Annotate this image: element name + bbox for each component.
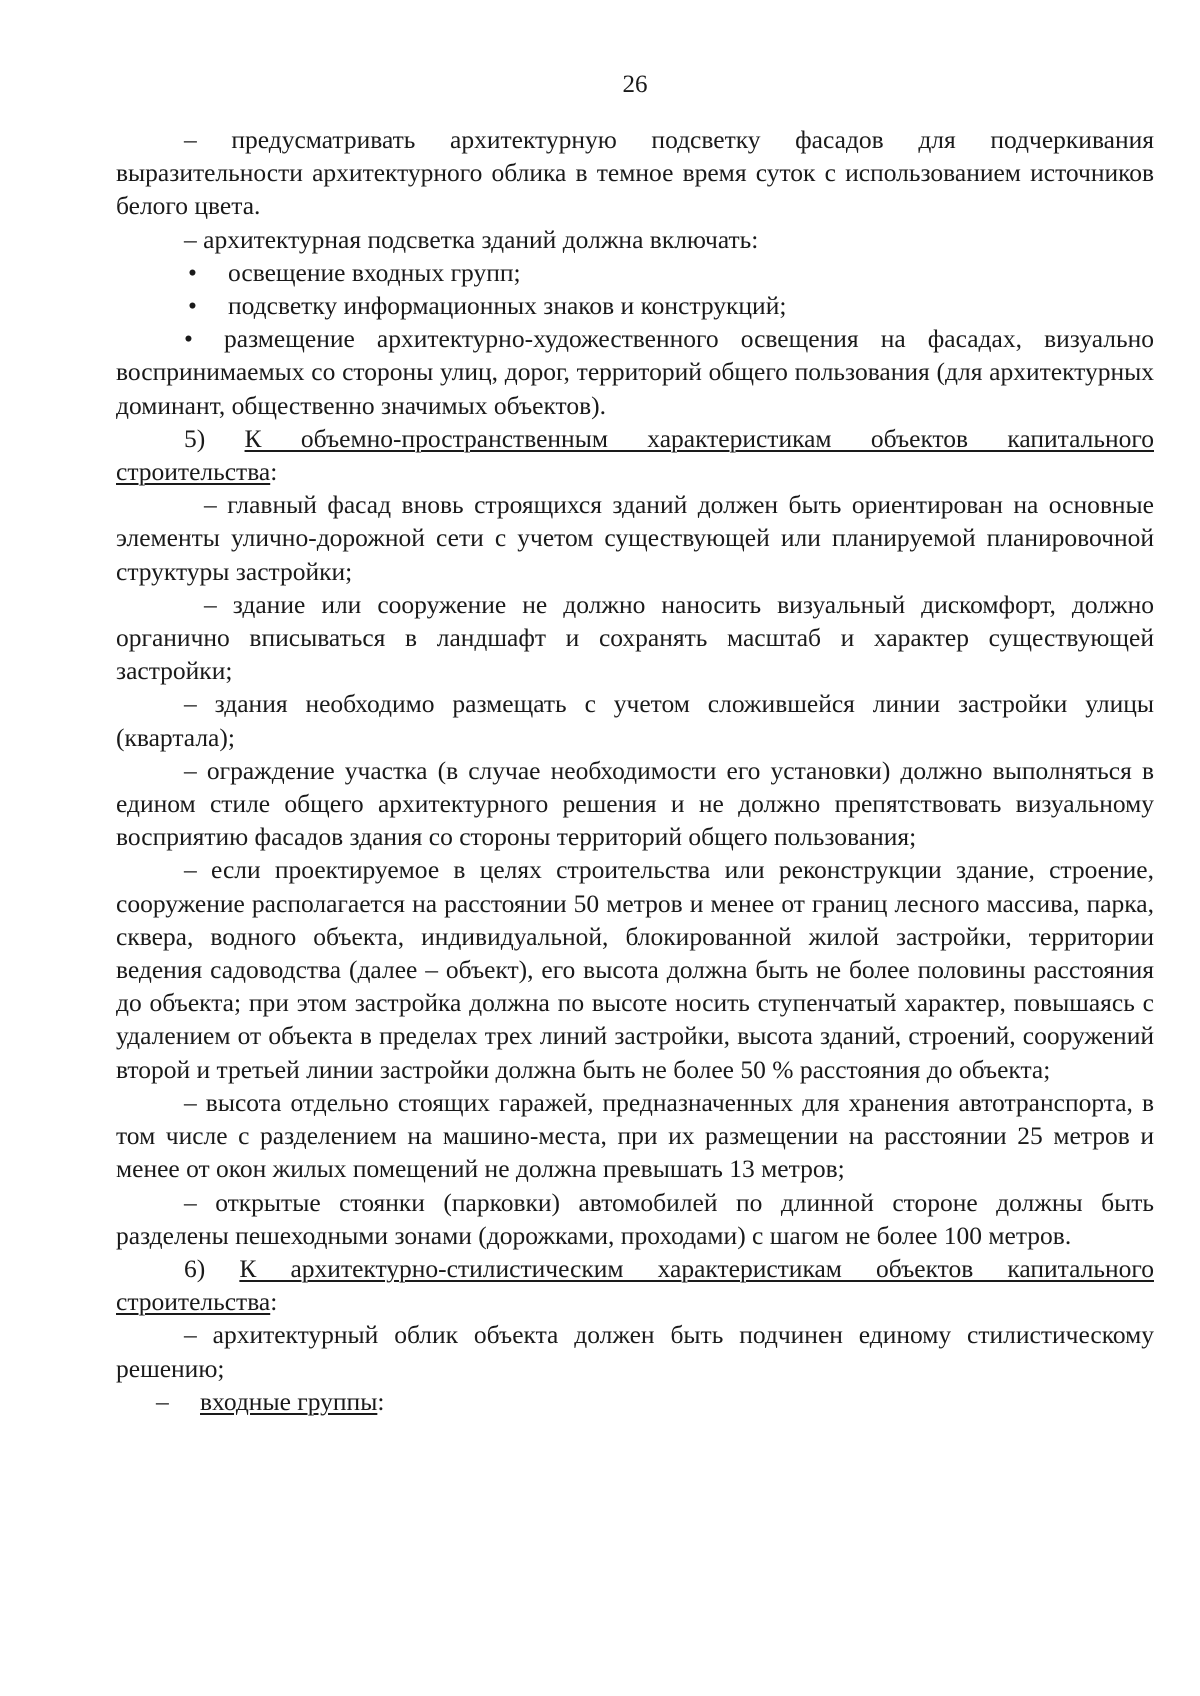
section-colon: : — [270, 457, 278, 487]
paragraph-main-facade: – главный фасад вновь строящихся зданий должен быть ориентирован на основные элементы улично-дорожной сети с учетом существующей или планируемой планировочной структуры застройки; — [116, 490, 1154, 586]
section-heading-5 — [116, 422, 1154, 488]
list-item — [116, 289, 1154, 322]
section-title: К архитектурно-стилистическим характеристикам объектов капитального строительства — [116, 1253, 1154, 1317]
paragraph-lighting-includes: – архитектурная подсветка зданий должна включать: — [184, 224, 759, 254]
section-heading-6 — [116, 1252, 1154, 1318]
subheading-entrance-groups: входные группы — [200, 1386, 378, 1416]
bullet-icon: • — [188, 257, 197, 287]
list-item-text: освещение входных групп; — [228, 257, 521, 287]
dash-mark: – — [156, 1386, 169, 1416]
page-content — [116, 123, 1154, 1418]
list-item — [116, 256, 1154, 289]
paragraph-building-line: – здания необходимо размещать с учетом сложившейся линии застройки улицы (квартала); — [116, 689, 1154, 752]
list-item-text: подсветку информационных знаков и конструкций; — [228, 291, 787, 321]
paragraph-facade-lighting: – предусматривать архитектурную подсветку фасадов для подчеркивания выразительности архитектурного облика в темное время суток с использованием источников белого цвета. — [116, 125, 1154, 221]
paragraph-stylistic-solution: – архитектурный облик объекта должен быть подчинен единому стилистическому решению; — [116, 1320, 1154, 1383]
section-colon: : — [270, 1287, 278, 1317]
section-number: 5) — [184, 423, 245, 453]
paragraph-garages: – высота отдельно стоящих гаражей, предназначенных для хранения автотранспорта, в том числе с разделением на машино-места, при их размещении на расстоянии 25 метров и менее от окон жилых помещений не должна превышать 13 метров; — [116, 1087, 1154, 1184]
subheading-colon: : — [377, 1386, 385, 1416]
list-item-text: размещение архитектурно-художественного освещения на фасадах, визуально воспринимаемых со стороны улиц, дорог, территорий общего пользования (для архитектурных доминант, общественно значимых объектов). — [116, 324, 1154, 420]
section-number: 6) — [184, 1253, 240, 1283]
page-number: 26 — [622, 71, 648, 98]
bullet-icon: • — [184, 324, 193, 354]
list-item — [116, 322, 1154, 422]
paragraph-visual-discomfort: – здание или сооружение не должно наносить визуальный дискомфорт, должно органично вписываться в ландшафт и сохранять масштаб и характер существующей застройки; — [116, 589, 1154, 686]
paragraph-height-limit: – если проектируемое в целях строительства или реконструкции здание, строение, сооружение располагается на расстоянии 50 метров и менее от границ лесного массива, парка, сквера, водного объекта, индивидуальной, блокированной жилой застройки, территории ведения садоводства (далее – объект), его высота должна быть не более половины расстояния до объекта; при этом застройка должна по высоте носить ступенчатый характер, повышаясь с удалением от объекта в пределах трех линий застройки, высота зданий, строений, сооружений второй и третьей линии застройки должна быть не более 50 % расстояния до объекта; — [116, 855, 1154, 1084]
document-page — [116, 0, 1154, 1696]
bullet-icon: • — [188, 291, 197, 321]
paragraph-fence: – ограждение участка (в случае необходимости его установки) должно выполняться в едином стиле общего архитектурного решения и не должно препятствовать визуальному восприятию фасадов здания со стороны территорий общего пользования; — [116, 755, 1154, 852]
section-title: К объемно-пространственным характеристикам объектов капитального строительства — [116, 423, 1154, 487]
list-item-entrance-groups — [116, 1385, 1154, 1418]
list-item-text — [200, 1385, 384, 1418]
paragraph-parking: – открытые стоянки (парковки) автомобилей по длинной стороне должны быть разделены пешеходными зонами (дорожками, проходами) с шагом не более 100 метров. — [116, 1187, 1154, 1250]
